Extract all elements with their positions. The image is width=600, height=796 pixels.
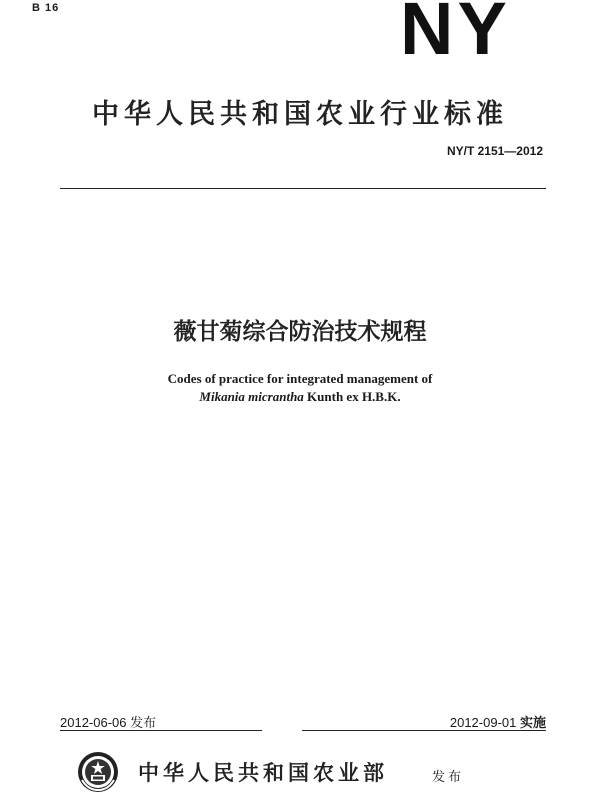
document-title-english bbox=[0, 370, 600, 406]
document-title-chinese: 薇甘菊综合防治技术规程 bbox=[173, 319, 427, 345]
species-name: Mikania micrantha bbox=[199, 389, 304, 404]
implement-date-value: 2012-09-01 bbox=[449, 715, 517, 730]
footer-divider-left bbox=[60, 730, 262, 731]
english-title-line1: Codes of practice for integrated management of bbox=[167, 371, 433, 386]
publish-date bbox=[60, 712, 156, 731]
implement-label: 实施 bbox=[519, 715, 546, 730]
header-divider bbox=[60, 188, 546, 189]
ny-logo: NY bbox=[400, 0, 511, 70]
issuing-authority: 中华人民共和国农业部 bbox=[138, 761, 388, 785]
classification-code: B 16 bbox=[32, 2, 60, 14]
publish-date-value: 2012-06-06 bbox=[60, 715, 127, 730]
standard-type-heading: 中华人民共和国农业行业标准 bbox=[92, 99, 508, 130]
standard-number: NY/T 2151—2012 bbox=[446, 144, 543, 158]
national-emblem-icon bbox=[76, 750, 120, 794]
issue-label: 发布 bbox=[432, 770, 465, 785]
footer-divider-right bbox=[302, 730, 546, 731]
implement-date bbox=[380, 712, 546, 731]
publish-label: 发布 bbox=[130, 715, 157, 730]
species-authority: Kunth ex H.B.K. bbox=[307, 389, 401, 404]
english-title-line2 bbox=[0, 388, 600, 406]
